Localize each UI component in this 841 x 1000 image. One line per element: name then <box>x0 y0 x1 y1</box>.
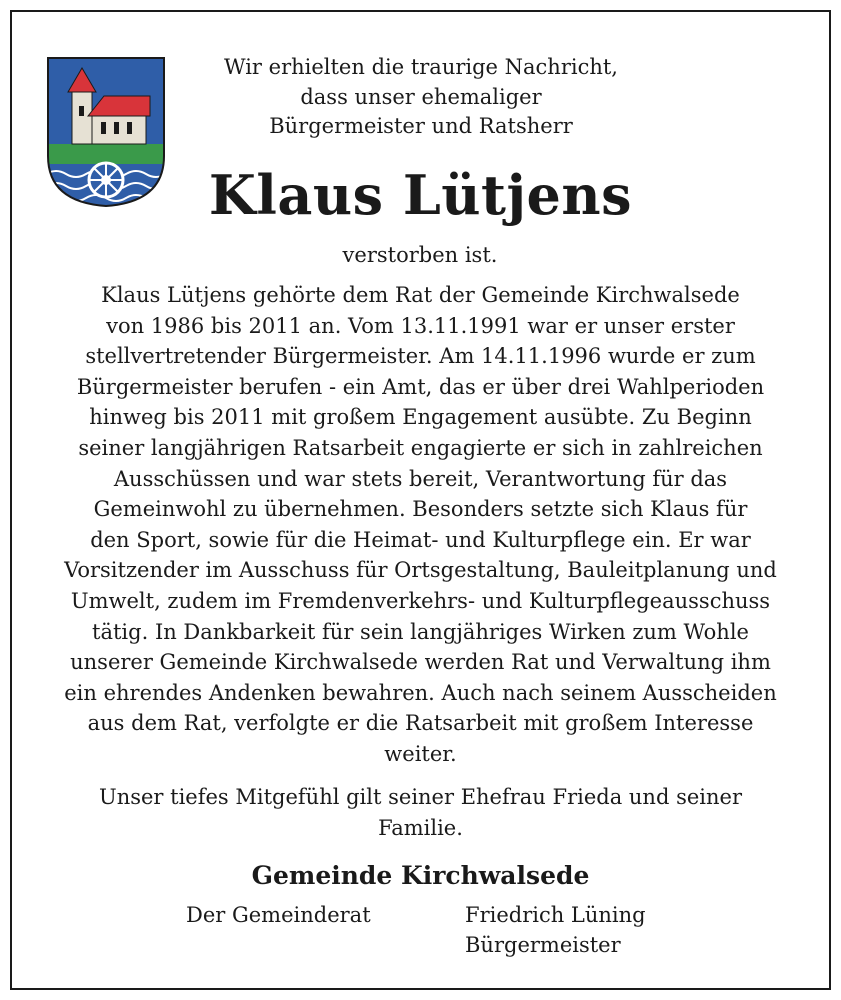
tribute-line: Umwelt, zudem im Fremdenverkehrs- und Kulturpflegeausschuss <box>70 588 771 613</box>
tribute-line: ein ehrendes Andenken bewahren. Auch nach seinem Ausscheiden <box>64 680 777 705</box>
intro-line: Wir erhielten die traurige Nachricht, <box>224 55 618 79</box>
mayor-name: Friedrich Lüning <box>465 903 646 927</box>
tribute-line: seiner langjährigen Ratsarbeit engagierte er sich in zahlreichen <box>78 435 763 460</box>
mayor-title: Bürgermeister <box>465 933 621 957</box>
tribute-line: Vorsitzender im Ausschuss für Ortsgestaltung, Bauleitplanung und <box>64 558 777 583</box>
tribute-line: Gemeinwohl zu übernehmen. Besonders setzte sich Klaus für <box>93 497 748 522</box>
deceased-name: Klaus Lütjens <box>208 163 633 227</box>
tribute-line: hinweg bis 2011 mit großem Engagement ausübte. Zu Beginn <box>89 405 752 430</box>
tribute-line: tätig. In Dankbarkeit für sein langjähriges Wirken zum Wohle <box>92 619 749 644</box>
tribute-text <box>36 280 805 770</box>
intro-text <box>190 53 652 142</box>
condolence-line: Unser tiefes Mitgefühl gilt seiner Ehefrau Frieda und seiner <box>99 785 742 809</box>
community-name: Gemeinde Kirchwalsede <box>251 861 590 890</box>
tribute-line: stellvertretender Bürgermeister. Am 14.11.1996 wurde er zum <box>85 344 756 369</box>
condolence-text <box>36 782 805 843</box>
tribute-line: Klaus Lütjens gehörte dem Rat der Gemeinde Kirchwalsede <box>101 283 740 307</box>
intro-line: dass unser ehemaliger <box>300 84 542 109</box>
tribute-line: aus dem Rat, verfolgte er die Ratsarbeit mit großem Interesse <box>87 711 754 736</box>
tribute-line: von 1986 bis 2011 an. Vom 13.11.1991 war er unser erster <box>106 313 735 338</box>
condolence-line: Familie. <box>378 815 463 840</box>
intro-line: Bürgermeister und Ratsherr <box>269 114 573 138</box>
deceased-line: verstorben ist. <box>342 243 498 267</box>
tribute-line: Ausschüssen und war stets bereit, Verantwortung für das <box>113 466 728 491</box>
tribute-line: den Sport, sowie für die Heimat- und Kulturpflege ein. Er war <box>90 527 751 552</box>
tribute-line: Bürgermeister berufen - ein Amt, das er über drei Wahlperioden <box>76 374 765 399</box>
tribute-line: unserer Gemeinde Kirchwalsede werden Rat und Verwaltung ihm <box>70 650 771 675</box>
coat-of-arms-icon <box>46 56 166 208</box>
signature-mayor <box>465 900 646 960</box>
tribute-line: weiter. <box>384 741 457 766</box>
signature-council: Der Gemeinderat <box>186 903 371 927</box>
